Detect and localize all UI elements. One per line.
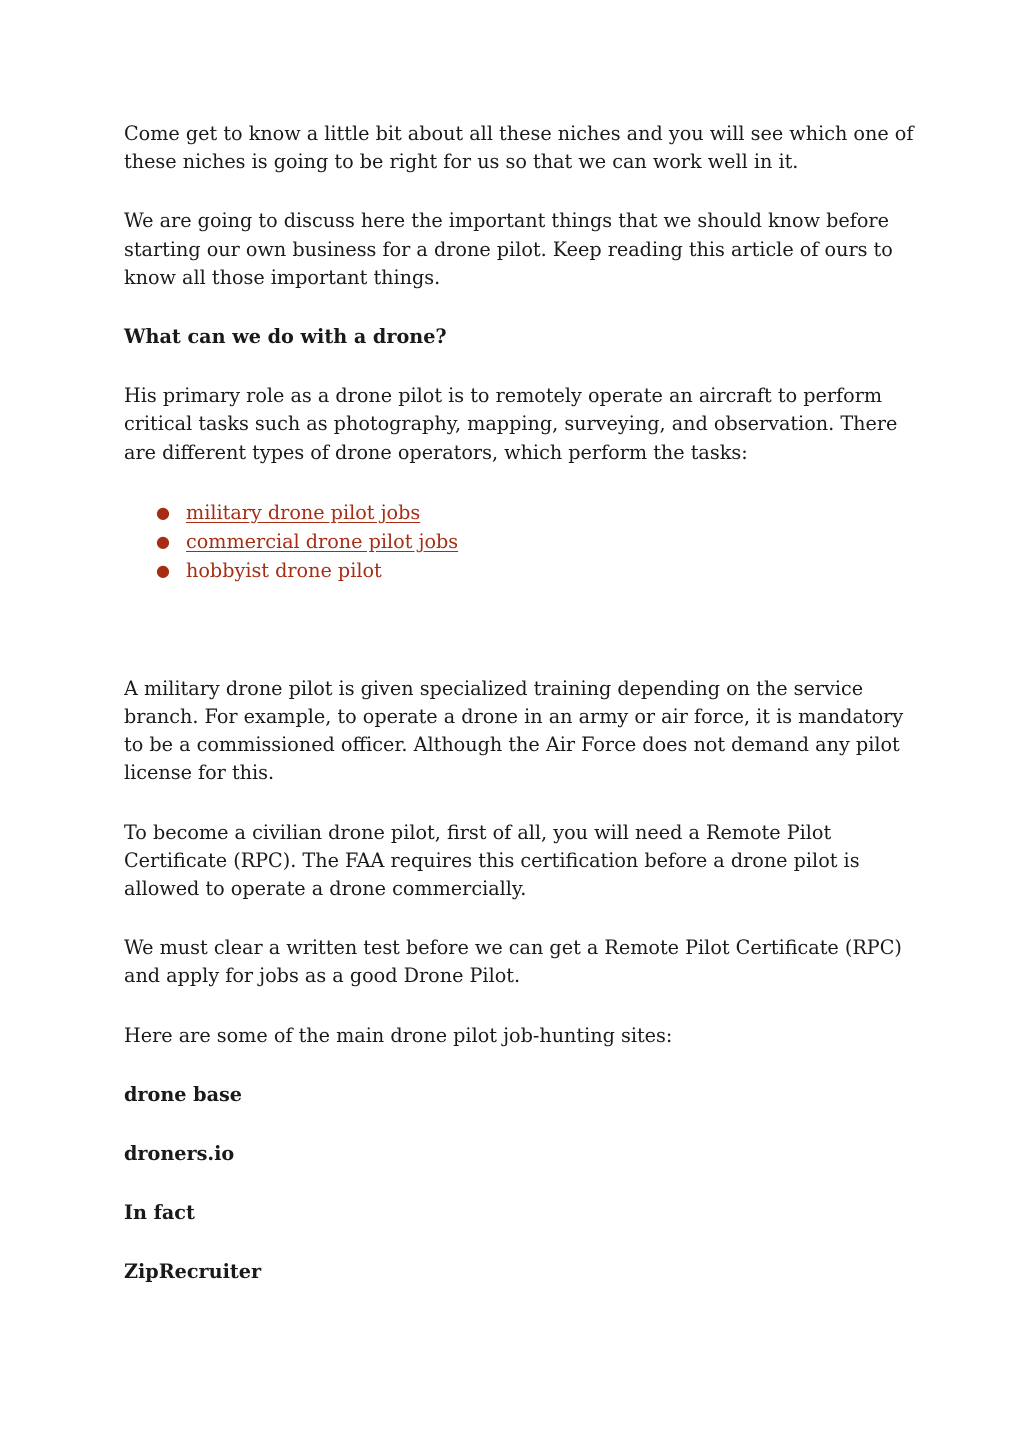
bullet-icon: ● — [156, 531, 170, 551]
military-drone-pilot-jobs-link[interactable]: military drone pilot jobs — [186, 500, 421, 524]
site-in-fact: In fact — [124, 1201, 195, 1225]
bullet-icon: ● — [156, 502, 170, 522]
blank-space — [124, 585, 914, 675]
intro-paragraph-1: Come get to know a little bit about all these niches and you will see which one of these niches is going to be right for us so that we can work well in it. — [124, 122, 914, 174]
site-ziprecruiter: ZipRecruiter — [124, 1260, 262, 1284]
list-item — [156, 498, 914, 527]
list-item — [156, 527, 914, 556]
list-item — [156, 556, 914, 585]
bullet-icon: ● — [156, 560, 170, 580]
site-droners-io: droners.io — [124, 1142, 235, 1166]
commercial-drone-pilot-jobs-link[interactable]: commercial drone pilot jobs — [186, 529, 459, 553]
drone-role-paragraph: His primary role as a drone pilot is to remotely operate an aircraft to perform critical tasks such as photography, mapping, surveying, and observation. There are different types of drone operators, which perform the tasks: — [124, 384, 898, 464]
job-sites-intro-paragraph: Here are some of the main drone pilot job-hunting sites: — [124, 1023, 673, 1047]
section-heading: What can we do with a drone? — [124, 325, 447, 349]
intro-paragraph-2: We are going to discuss here the important things that we should know before starting our own business for a drone pilot. Keep reading this article of ours to know all those important things. — [124, 209, 893, 289]
document-page — [124, 120, 914, 1318]
hobbyist-drone-pilot-text: hobbyist drone pilot — [186, 558, 382, 582]
military-pilot-paragraph: A military drone pilot is given specialized training depending on the service branch. For example, to operate a drone in an army or air force, it is mandatory to be a commissioned officer. Although the Air Force does not demand any pilot license for this. — [124, 676, 904, 785]
site-drone-base: drone base — [124, 1082, 243, 1106]
written-test-paragraph: We must clear a written test before we can get a Remote Pilot Certificate (RPC) and apply for jobs as a good Drone Pilot. — [124, 936, 902, 988]
drone-operator-types-list — [124, 498, 914, 585]
civilian-pilot-paragraph: To become a civilian drone pilot, first of all, you will need a Remote Pilot Certificate (RPC). The FAA requires this certification before a drone pilot is allowed to operate a drone commercially. — [124, 820, 860, 901]
